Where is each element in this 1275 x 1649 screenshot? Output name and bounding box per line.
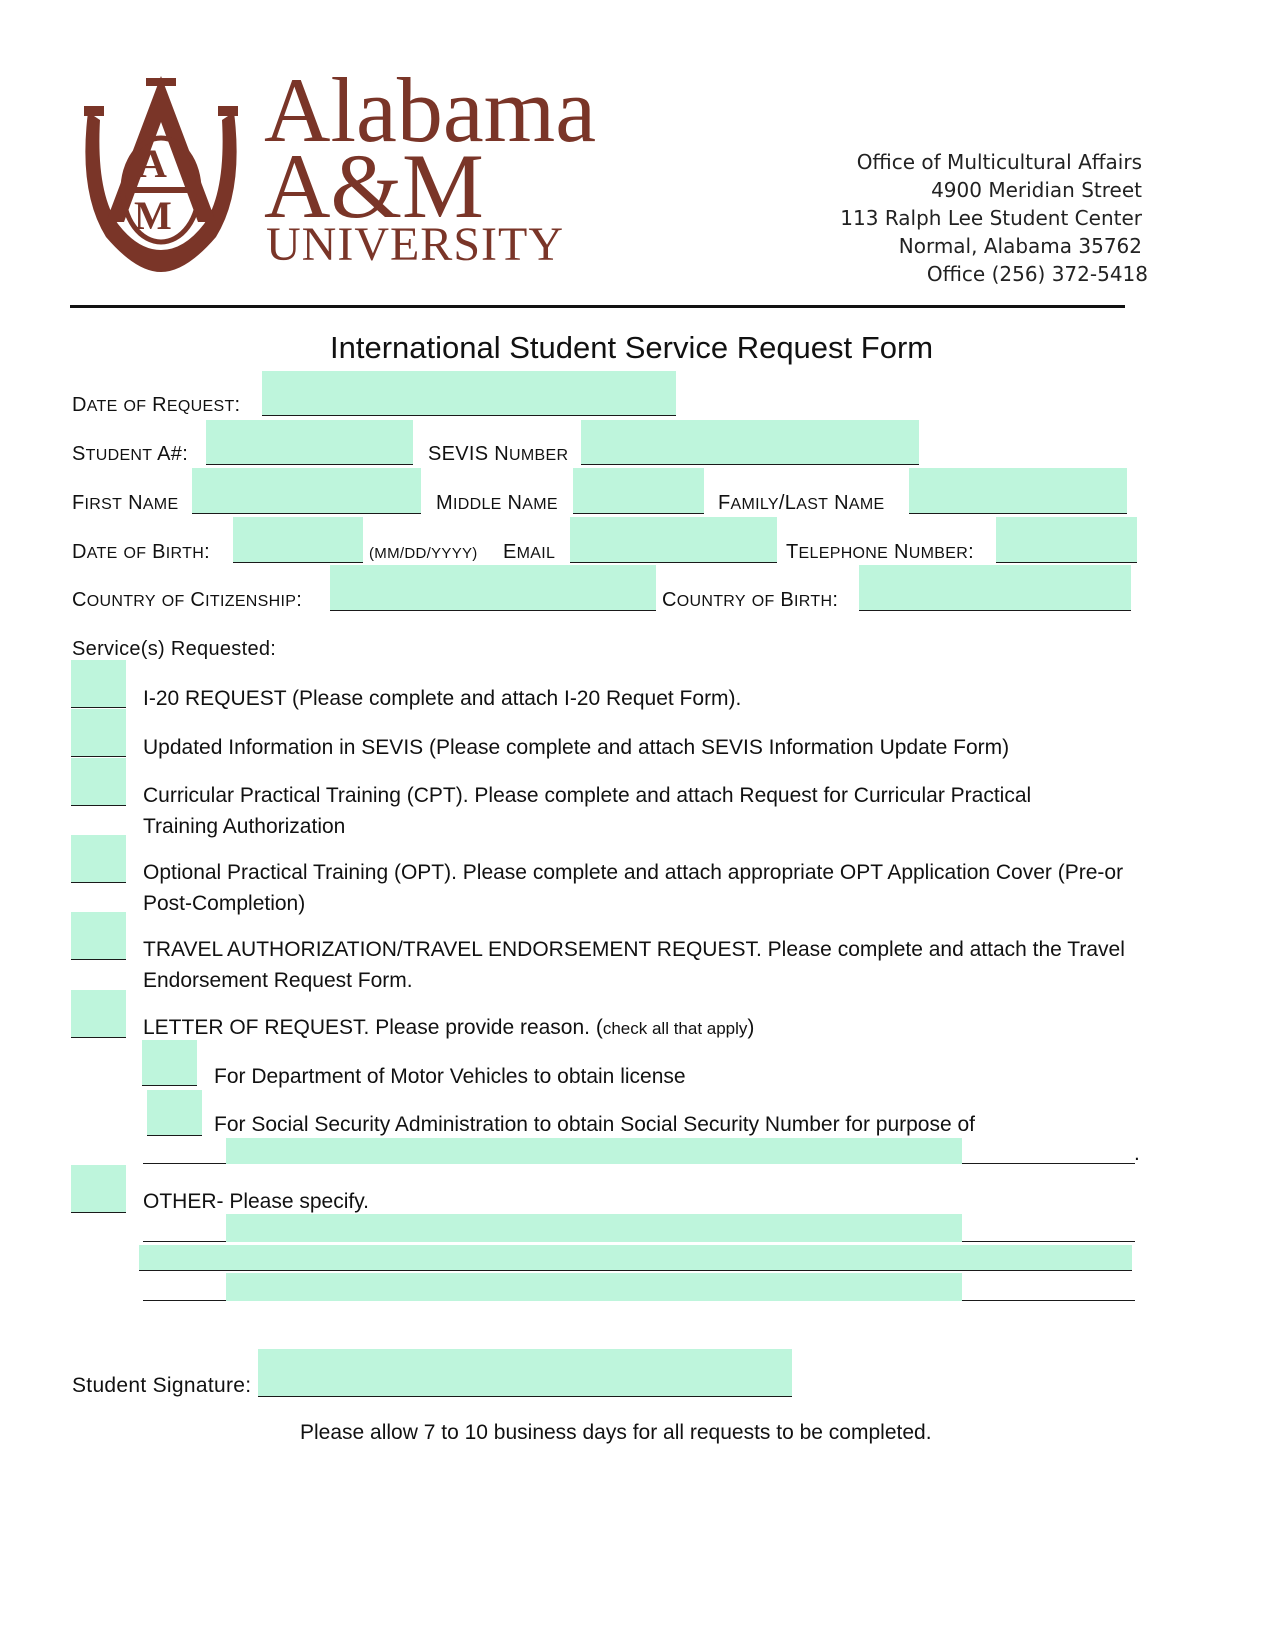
i20-request-checkbox[interactable]	[71, 660, 126, 708]
monogram-letter-m: M	[134, 193, 172, 238]
cpt-label: Curricular Practical Training (CPT). Please complete and attach Request for Curricular Practical Training Authorization	[143, 784, 1032, 838]
label-student-a-number: STUDENT A#:	[72, 443, 189, 465]
telephone-number-field[interactable]	[996, 517, 1137, 563]
letter-of-request-close: )	[747, 1016, 755, 1039]
cpt-checkbox[interactable]	[71, 758, 126, 806]
label-sevis-number: SEVIS NUMBER	[428, 443, 569, 465]
services-heading: Service(s) Requested:	[72, 638, 277, 660]
office-address	[840, 148, 1148, 288]
letter-of-request-hint: check all that apply	[602, 1019, 748, 1038]
office-line: 4900 Meridian Street	[931, 178, 1142, 202]
office-line: 113 Ralph Lee Student Center	[840, 206, 1142, 230]
travel-request-checkbox[interactable]	[71, 912, 126, 960]
header-divider	[70, 305, 1125, 308]
label-family-last-name: FAMILY/LAST NAME	[718, 492, 885, 514]
date-of-request-field[interactable]	[262, 371, 676, 416]
first-name-field[interactable]	[192, 468, 421, 514]
other-specify-field-3[interactable]	[226, 1273, 962, 1301]
date-of-birth-field[interactable]	[233, 517, 363, 563]
other-label: OTHER- Please specify.	[143, 1190, 370, 1213]
ssa-checkbox[interactable]	[147, 1090, 202, 1136]
middle-name-field[interactable]	[573, 468, 704, 514]
ssa-label: For Social Security Administration to obtain Social Security Number for purpose of	[214, 1113, 976, 1136]
other-specify-field-2[interactable]	[139, 1245, 1132, 1271]
other-specify-field-1[interactable]	[226, 1214, 962, 1242]
logo-line-university: UNIVERSITY	[266, 218, 564, 271]
label-telephone-number: TELEPHONE NUMBER:	[786, 541, 974, 563]
country-of-birth-field[interactable]	[859, 565, 1131, 611]
letter-of-request-checkbox[interactable]	[71, 990, 126, 1038]
travel-request-label: TRAVEL AUTHORIZATION/TRAVEL ENDORSEMENT REQUEST. Please complete and attach the Travel Endorsement Request Form.	[143, 938, 1125, 992]
opt-checkbox[interactable]	[71, 835, 126, 883]
dmv-checkbox[interactable]	[142, 1040, 197, 1086]
letter-of-request-label	[143, 1012, 1133, 1044]
dob-format-hint: (MM/DD/YYYY)	[369, 545, 478, 562]
label-country-of-birth: COUNTRY OF BIRTH:	[662, 589, 839, 611]
label-middle-name: MIDDLE NAME	[436, 492, 558, 514]
ssa-purpose-period: .	[1134, 1142, 1140, 1165]
family-last-name-field[interactable]	[909, 468, 1127, 514]
sevis-update-checkbox[interactable]	[71, 709, 126, 757]
country-of-citizenship-field[interactable]	[330, 565, 656, 611]
form-title: International Student Service Request Form	[330, 330, 934, 365]
label-country-of-citizenship: COUNTRY OF CITIZENSHIP:	[72, 589, 303, 611]
email-field[interactable]	[570, 517, 777, 563]
ssa-purpose-field[interactable]	[226, 1138, 962, 1164]
sevis-number-field[interactable]	[581, 420, 919, 465]
label-student-signature: Student Signature:	[72, 1374, 252, 1397]
office-line: Office (256) 372-5418	[926, 262, 1148, 286]
processing-time-note: Please allow 7 to 10 business days for all requests to be completed.	[300, 1421, 932, 1444]
office-line: Office of Multicultural Affairs	[856, 150, 1142, 174]
label-date-of-birth: DATE OF BIRTH:	[72, 541, 210, 563]
label-first-name: FIRST NAME	[72, 492, 179, 514]
university-logo	[76, 59, 616, 282]
i20-request-label: I-20 REQUEST (Please complete and attach I-20 Requet Form).	[143, 687, 742, 710]
student-a-number-field[interactable]	[206, 420, 413, 465]
logo-line-alabama: Alabama	[264, 59, 597, 161]
dmv-label: For Department of Motor Vehicles to obtain license	[214, 1065, 686, 1088]
label-email: EMAIL	[503, 541, 556, 563]
label-date-of-request: DATE OF REQUEST:	[72, 394, 241, 416]
logo-line-am: A&M	[264, 135, 484, 237]
sevis-update-label: Updated Information in SEVIS (Please complete and attach SEVIS Information Update Form)	[143, 736, 1010, 759]
student-signature-field[interactable]	[258, 1349, 792, 1397]
letter-of-request-text: LETTER OF REQUEST. Please provide reason. (	[143, 1016, 603, 1039]
opt-label: Optional Practical Training (OPT). Please complete and attach appropriate OPT Application Cover (Pre-or Post-Completion)	[143, 861, 1124, 915]
other-checkbox[interactable]	[71, 1165, 126, 1213]
office-line: Normal, Alabama 35762	[898, 234, 1142, 258]
monogram-letter-a: A	[138, 141, 167, 186]
